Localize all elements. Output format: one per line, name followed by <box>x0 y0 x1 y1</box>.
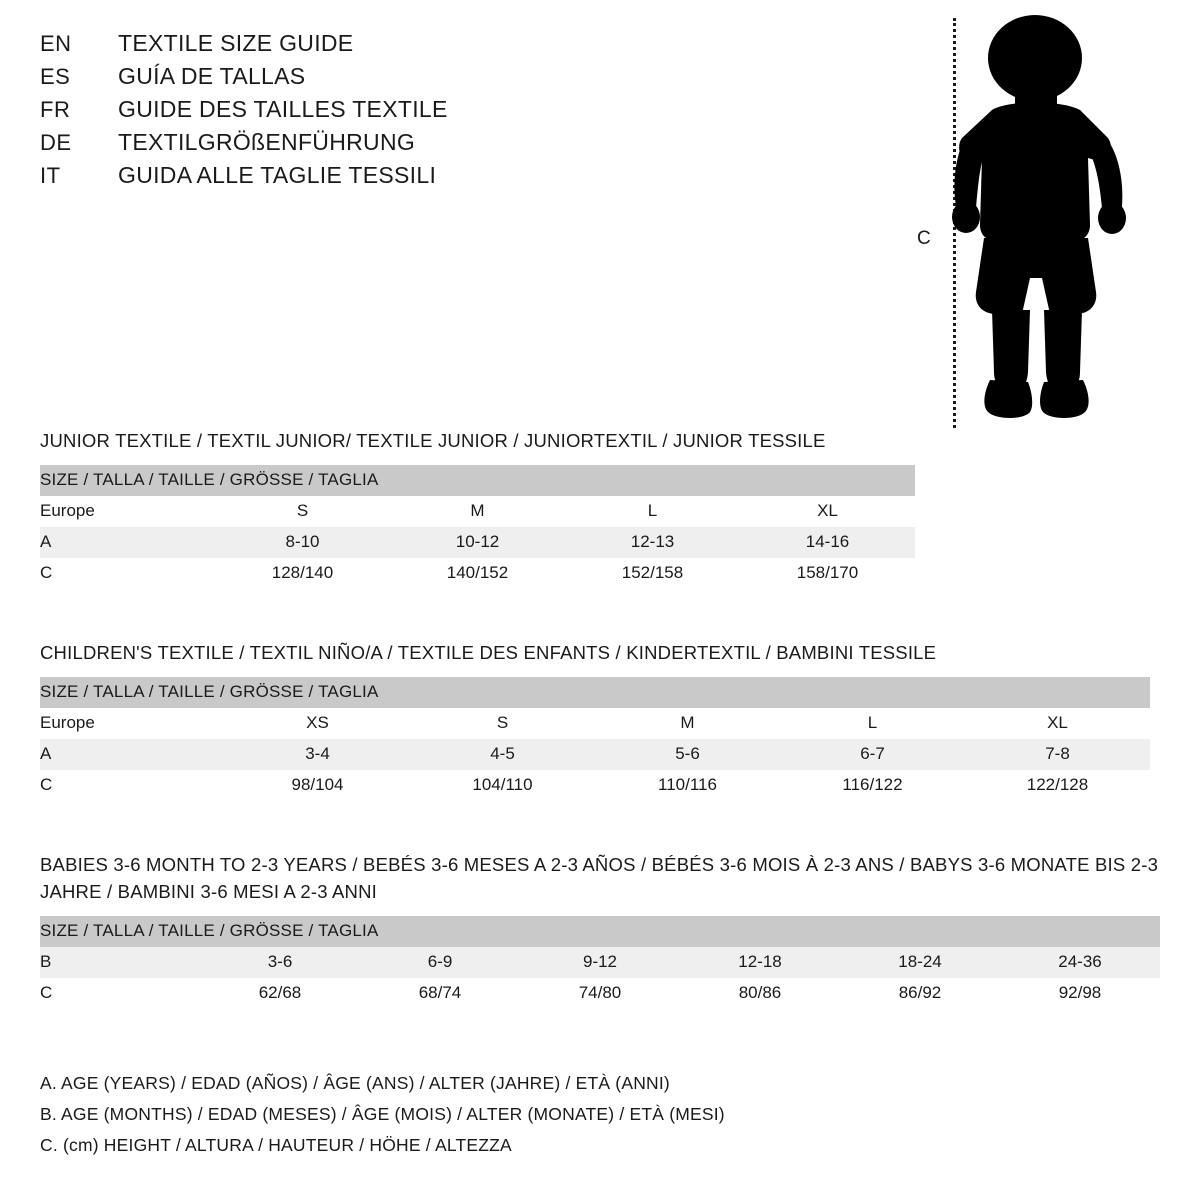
cell: 98/104 <box>291 775 344 795</box>
row-label: Europe <box>40 713 95 733</box>
header-title-fr: GUIDE DES TAILLES TEXTILE <box>118 96 448 122</box>
section-junior-textile <box>40 428 1160 589</box>
cell: 74/80 <box>578 983 622 1003</box>
row-label: C <box>40 983 53 1003</box>
cell: M <box>680 713 695 733</box>
header-title-en: TEXTILE SIZE GUIDE <box>118 30 354 56</box>
row-label: C <box>40 775 53 795</box>
table-band-label: SIZE / TALLA / TAILLE / GRÖSSE / TAGLIA <box>40 470 379 490</box>
header-lang-code: DE <box>40 130 72 155</box>
legend <box>40 1068 1040 1161</box>
cell: 12-13 <box>630 532 675 552</box>
cell: 92/98 <box>1058 983 1102 1003</box>
table-row <box>40 739 1150 770</box>
cell: M <box>470 501 485 521</box>
table-band-row <box>40 677 1150 708</box>
cell: 24-36 <box>1058 952 1102 972</box>
cell: 6-7 <box>860 744 885 764</box>
cell: 62/68 <box>258 983 302 1003</box>
cell: 3-6 <box>267 952 293 972</box>
table-row <box>40 770 1150 801</box>
children-size-table <box>40 677 1150 801</box>
section-childrens-textile <box>40 640 1160 801</box>
cell: 158/170 <box>796 563 859 583</box>
header-row <box>40 30 840 63</box>
section-title: CHILDREN'S TEXTILE / TEXTIL NIÑO/A / TEXTILE DES ENFANTS / KINDERTEXTIL / BAMBINI TESSILE <box>40 642 937 663</box>
cell: XL <box>817 501 838 521</box>
cell: 5-6 <box>675 744 700 764</box>
table-row <box>40 527 915 558</box>
cell: XS <box>306 713 329 733</box>
header-title-es: GUÍA DE TALLAS <box>118 63 306 89</box>
cell: 9-12 <box>582 952 618 972</box>
legend-line-b: B. AGE (MONTHS) / EDAD (MESES) / ÂGE (MOIS) / ALTER (MONATE) / ETÀ (MESI) <box>40 1104 725 1124</box>
cell: 80/86 <box>738 983 782 1003</box>
header-title-it: GUIDA ALLE TAGLIE TESSILI <box>118 162 437 188</box>
header-lang-code: IT <box>40 163 61 188</box>
table-band-label: SIZE / TALLA / TAILLE / GRÖSSE / TAGLIA <box>40 682 379 702</box>
table-band-row <box>40 465 915 496</box>
cell: 18-24 <box>898 952 942 972</box>
header-row <box>40 162 840 195</box>
table-row <box>40 708 1150 739</box>
cell: 68/74 <box>418 983 462 1003</box>
legend-line-a: A. AGE (YEARS) / EDAD (AÑOS) / ÂGE (ANS) / ALTER (JAHRE) / ETÀ (ANNI) <box>40 1073 670 1093</box>
header-title-de: TEXTILGRÖßENFÜHRUNG <box>118 129 416 155</box>
babies-size-table <box>40 916 1160 1009</box>
cell: S <box>496 713 509 733</box>
row-label: A <box>40 744 52 764</box>
table-row <box>40 496 915 527</box>
cell: 116/122 <box>842 775 903 795</box>
height-measure-label: C <box>917 228 931 249</box>
row-label: C <box>40 563 53 583</box>
cell: 8-10 <box>285 532 320 552</box>
language-header <box>40 30 840 195</box>
cell: 122/128 <box>1026 775 1089 795</box>
header-lang-code: FR <box>40 97 71 122</box>
table-band-label: SIZE / TALLA / TAILLE / GRÖSSE / TAGLIA <box>40 921 379 941</box>
cell: S <box>296 501 309 521</box>
table-row <box>40 947 1160 978</box>
cell: 7-8 <box>1045 744 1070 764</box>
cell: L <box>647 501 658 521</box>
header-row <box>40 63 840 96</box>
row-label: A <box>40 532 52 552</box>
section-title: BABIES 3-6 MONTH TO 2-3 YEARS / BEBÉS 3-6 MESES A 2-3 AÑOS / BÉBÉS 3-6 MOIS À 2-3 ANS / BABYS 3-6 MONATE BIS 2-3 JAHRE / BAMBINI 3-6 MESI A 2-3 ANNI <box>40 854 1159 902</box>
cell: 152/158 <box>621 563 684 583</box>
cell: L <box>867 713 878 733</box>
header-lang-code: EN <box>40 31 72 56</box>
cell: 10-12 <box>455 532 500 552</box>
table-band-row <box>40 916 1160 947</box>
header-row <box>40 129 840 162</box>
cell: 4-5 <box>490 744 515 764</box>
cell: 6-9 <box>427 952 453 972</box>
child-silhouette-icon <box>930 10 1150 430</box>
cell: XL <box>1047 713 1068 733</box>
cell: 128/140 <box>271 563 334 583</box>
row-label: Europe <box>40 501 95 521</box>
row-label: B <box>40 952 52 972</box>
legend-line-c: C. (cm) HEIGHT / ALTURA / HAUTEUR / HÖHE / ALTEZZA <box>40 1135 512 1155</box>
section-title: JUNIOR TEXTILE / TEXTIL JUNIOR/ TEXTILE JUNIOR / JUNIORTEXTIL / JUNIOR TESSILE <box>40 430 826 451</box>
header-lang-code: ES <box>40 64 71 89</box>
cell: 104/110 <box>472 775 533 795</box>
cell: 110/116 <box>658 775 717 795</box>
junior-size-table <box>40 465 915 589</box>
cell: 86/92 <box>898 983 942 1003</box>
header-row <box>40 96 840 129</box>
cell: 12-18 <box>738 952 782 972</box>
cell: 140/152 <box>446 563 509 583</box>
cell: 3-4 <box>305 744 330 764</box>
table-row <box>40 978 1160 1009</box>
section-babies-textile <box>40 852 1160 1009</box>
height-measure-figure <box>900 10 1180 430</box>
table-row <box>40 558 915 589</box>
cell: 14-16 <box>805 532 850 552</box>
